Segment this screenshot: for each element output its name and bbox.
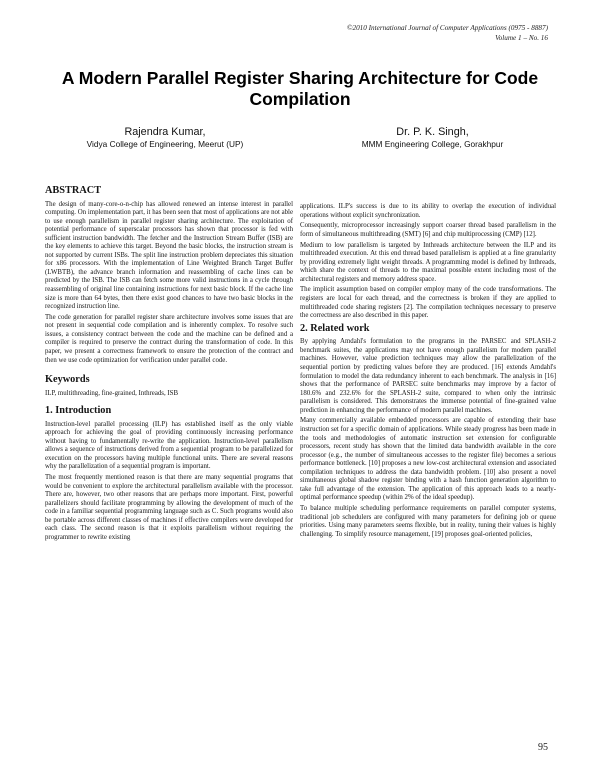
introduction-continued-paragraph: applications. ILP's success is due to its ability to overlap the execution of individual operations without explicit synchronization.: [300, 203, 556, 219]
page-number: 95: [538, 742, 548, 753]
keywords-heading: Keywords: [45, 374, 90, 386]
author-block-1: [40, 125, 290, 150]
introduction-paragraph: Instruction-level parallel processing (ILP) has established itself as the only viable approach for achieving the goal of providing continuously increasing performance without having to fundamentally re-write the application. Instruction-level parallelism allows a sequence of instructions derived from a sequential program to be parallelized for execution on the processors having multiple functional units. There are several reasons why the parallelization of a sequential program is important.: [45, 420, 293, 471]
left-column: [45, 183, 293, 545]
author-block-2: [310, 125, 555, 150]
journal-citation: ©2010 International Journal of Computer Applications (0975 - 8887): [347, 24, 548, 32]
author-name: Rajendra Kumar,: [124, 126, 206, 138]
abstract-paragraph: The code generation for parallel register share architecture involves some issues that are not present in sequential code compilation and is inherently complex. To resolve such issues, a consistency contract between the code and the machine can be defined and a compiler is required to preserve the contract during the transformation of code. In this paper, we present a correctness framework to ensure the protection of the contract and then we use code optimization for verification under parallel code.: [45, 313, 293, 364]
journal-volume: Volume 1 – No. 16: [495, 33, 548, 42]
journal-header: [347, 24, 548, 43]
author-name: Dr. P. K. Singh,: [396, 126, 469, 138]
related-work-paragraph: To balance multiple scheduling performance requirements on parallel computer systems, traditional job schedulers are configured with many parameters for defining job or queue priorities. Using many parameters seems flexible, but in reality, tuning their values is highly challenging. To simplify resource management, [19] proposes goal-oriented policies,: [300, 505, 556, 538]
introduction-continued-paragraph: The implicit assumption based on compiler employ many of the code transformations. The registers are local for each thread, and the correctness is broken if they are applied to multithreaded code sharing registers [2]. The compilation techniques necessary to preserve the correctness are also described in this paper.: [300, 286, 556, 320]
related-work-heading: 2. Related work: [300, 322, 370, 334]
related-work-paragraph: By applying Amdahl's formulation to the programs in the PARSEC and SPLASH-2 benchmark suites, the applications may not have enough parallelism for modern parallel machines. However, value prediction techniques may allow the parallelization of the sequential portion by predicting values before they are produced. [16] extends Amdahl's formulation to model the data redundancy inherent to each benchmark. The analysis in [16] shows that the performance of PARSEC suite benchmarks may improve by a factor of 180.6% and 232.6% for the SPLASH-2 suite, compared to when only the intrinsic parallelism is considered. This demonstrates the immense potential of fine-grained value prediction in enhancing the performance of modern parallel machines.: [300, 338, 556, 414]
abstract-heading: ABSTRACT: [45, 185, 102, 196]
right-column: [300, 203, 556, 542]
keywords-text: ILP, multithreading, fine-grained, Inthreads, ISB: [45, 389, 179, 397]
paper-title: A Modern Parallel Register Sharing Architecture for Code Compilation: [61, 68, 539, 109]
author-affiliation: Vidya College of Engineering, Meerut (UP): [86, 139, 244, 149]
introduction-continued-paragraph: Medium to low parallelism is targeted by Inthreads architecture between the ILP and its multithreaded execution. At this end thread based parallelism is applied at a fine granularity by providing extremely light weight threads. A programming model is defined by Inthreads, which share the context of threads to the maximal possible extent including most of the architectural registers and memory address space.: [300, 241, 556, 283]
introduction-paragraph: The most frequently mentioned reason is that there are many sequential programs that would be convenient to explore the architectural parallelism available with the processor. There are, however, two other reasons that are perhaps more important. First, powerful parallelizers should facilitate programming by allowing the development of much of the code in a familiar sequential programming language such as C. Such programs would also be portable across different classes of machines if effective compilers were developed for each class. The second reason is that it exploits parallelism without requiring the programmer to rewrite existing: [45, 474, 293, 541]
introduction-heading: 1. Introduction: [45, 405, 112, 417]
introduction-continued-paragraph: Consequently, microprocessor increasingly support coarser thread based parallelism in the form of simultaneous multithreading (SMT) [6] and chip multiprocessing (CMP) [12].: [300, 222, 556, 238]
author-affiliation: MMM Engineering College, Gorakhpur: [361, 139, 504, 149]
abstract-paragraph: The design of many-core-o-n-chip has allowed renewed an intense interest in parallel computing. On implementation part, it has been seen that most of applications are not able to use enough parallelism in parallel register sharing architecture. The exploitation of potential performance of superscalar processors has shown that processor is fed with sufficient instruction bandwidth. The fetcher and the Instruction Stream Buffer (ISB) are the key elements to achieve this target. Beyond the basic blocks, the instruction stream is not supported by current ISBs. The split line instruction problem depreciates this situation for x86 processors. With the implementation of Line Weighted Branch Target Buffer (LWBTB), the advance branch information and reassembling of cache lines can be predicted by the ISB. The ISB can fetch some more valid instructions in a cycle through reassembling of original line containing instructions for next basic block. If the cache line size is more than 64 bytes, then there exist good chances to have two basic blocks in the recognized instruction line.: [45, 200, 293, 311]
related-work-paragraph: Many commercially available embedded processors are capable of extending their base instruction set for a specific domain of applications. While steady progress has been made in the tools and methodologies of automatic instruction set extension for configurable processors, recent study has shown that the limited data bandwidth available in the core processor (e.g., the number of simultaneous accesses to the register file) becomes a serious performance bottleneck. [10] proposes a new low-cost architectural extension and associated compilation techniques to address the data bandwidth problem. [10] also present a novel simultaneous global shadow register binding with a hash function generation algorithm to take full advantage of the extension. The application of this approach leads to a nearly-optimal performance speedup (within 2% of the ideal speedup).: [300, 417, 556, 502]
